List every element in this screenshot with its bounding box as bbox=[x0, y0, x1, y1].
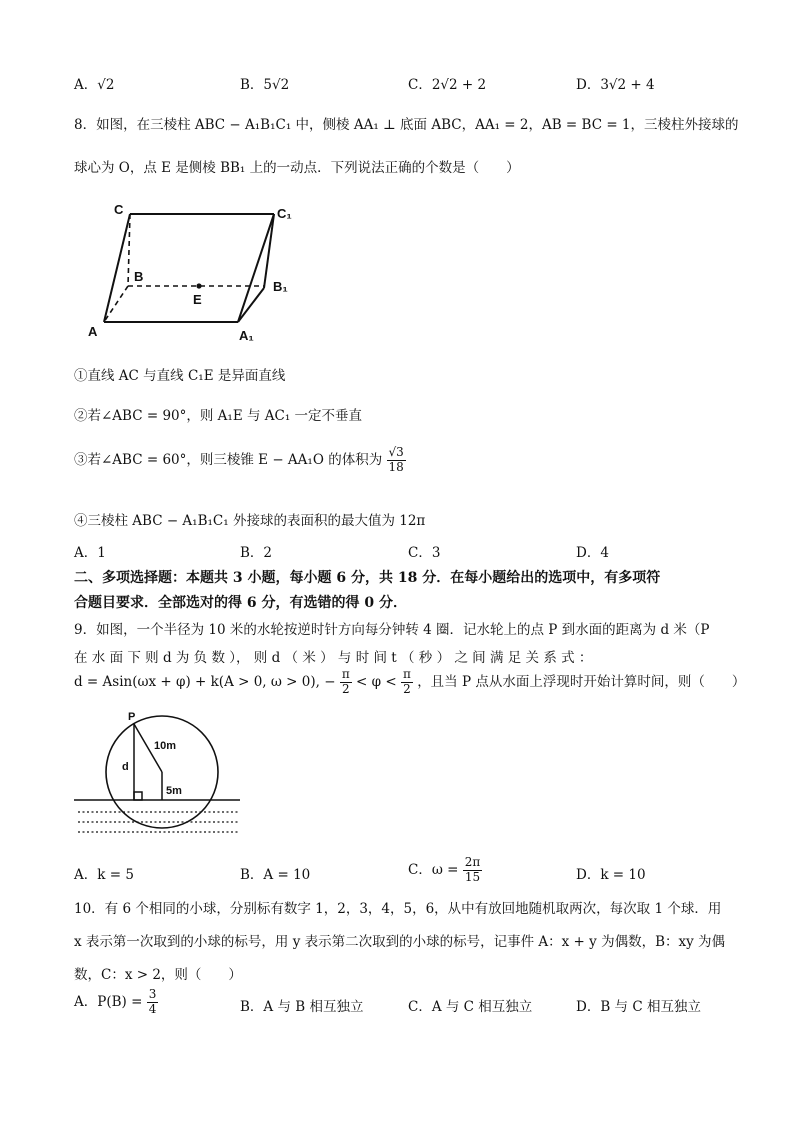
q9-option-c bbox=[408, 856, 482, 885]
q8-statement-3-fraction bbox=[387, 446, 406, 475]
q10-option-a bbox=[74, 988, 158, 1017]
q9-condition: ，且当 P 点从水面上浮现时开始计算时间，则（ ） bbox=[417, 673, 746, 690]
fraction-numerator: 2π bbox=[464, 855, 481, 869]
q7-option-c: C．2√2 + 2 bbox=[408, 77, 487, 93]
pi-over-2-fraction bbox=[340, 668, 352, 697]
q10-option-c: C．A 与 C 相互独立 bbox=[408, 999, 533, 1015]
q8-stem-line1: 8．如图，在三棱柱 ABC − A₁B₁C₁ 中，侧棱 AA₁ ⊥ 底面 ABC，AA₁ = 2，AB = BC = 1，三棱柱外接球的 bbox=[74, 117, 739, 133]
label-b1: B₁ bbox=[273, 279, 288, 294]
q8-statement-1: ①直线 AC 与直线 C₁E 是异面直线 bbox=[74, 368, 286, 384]
q8-statement-3-text: ③若∠ABC = 60°，则三棱锥 E − AA₁O 的体积为 bbox=[74, 451, 383, 468]
label-10m: 10m bbox=[154, 740, 177, 752]
label-5m: 5m bbox=[166, 785, 182, 797]
q8-statement-3 bbox=[74, 446, 406, 475]
label-p: P bbox=[128, 711, 136, 723]
q9-option-c-fraction bbox=[463, 856, 483, 885]
q9-stem-line2: 在 水 面 下 则 d 为 负 数 ）， 则 d （ 米 ） 与 时 间 t （ 秒 ） 之 间 满 足 关 系 式 ： bbox=[74, 650, 593, 666]
label-a1: A₁ bbox=[239, 328, 254, 343]
fraction-numerator: √3 bbox=[388, 445, 404, 459]
pi-over-2-fraction bbox=[401, 668, 413, 697]
point-e bbox=[196, 283, 201, 288]
right-angle-mark bbox=[134, 792, 142, 800]
q9-option-d: D．k = 10 bbox=[576, 867, 646, 883]
fraction-numerator: 3 bbox=[148, 987, 157, 1001]
q10-options bbox=[74, 988, 724, 1022]
edge-c1a1 bbox=[238, 214, 274, 322]
q8-statement-4: ④三棱柱 ABC − A₁B₁C₁ 外接球的表面积的最大值为 12π bbox=[74, 513, 426, 529]
q7-option-d: D．3√2 + 4 bbox=[576, 77, 655, 93]
label-c1: C₁ bbox=[277, 206, 292, 221]
q9-option-a: A．k = 5 bbox=[74, 867, 134, 883]
q9-stem-line3 bbox=[74, 668, 745, 697]
q9-options bbox=[74, 856, 724, 890]
q10-stem-line1: 10．有 6 个相同的小球，分别标有数字 1，2，3，4，5，6，从中有放回地随机取两次，每次取 1 个球．用 bbox=[74, 901, 722, 917]
fraction-denominator: 2 bbox=[403, 681, 411, 696]
q7-option-a: A．√2 bbox=[74, 77, 115, 93]
q8-option-c: C．3 bbox=[408, 545, 441, 561]
edge-ca bbox=[104, 214, 130, 322]
q10-stem-line2: x 表示第一次取到的小球的标号，用 y 表示第二次取到的小球的标号，记事件 A：x + y 为偶数，B：xy 为偶 bbox=[74, 934, 726, 950]
q8-option-a: A．1 bbox=[74, 545, 106, 561]
edge-b1a1 bbox=[238, 288, 264, 322]
q9-inequality: < φ < bbox=[356, 673, 397, 690]
fraction-denominator: 15 bbox=[464, 869, 481, 884]
label-c: C bbox=[114, 202, 124, 217]
fraction-denominator: 4 bbox=[148, 1001, 157, 1016]
q8-option-b: B．2 bbox=[240, 545, 273, 561]
q10-option-a-fraction bbox=[147, 988, 159, 1017]
fraction-numerator: π bbox=[403, 667, 411, 681]
q8-option-d: D．4 bbox=[576, 545, 609, 561]
water-wheel-figure bbox=[74, 708, 244, 848]
q9-formula: d = Asin(ωx + φ) + k(A > 0, ω > 0), − bbox=[74, 673, 336, 690]
q10-option-b: B．A 与 B 相互独立 bbox=[240, 999, 364, 1015]
prism-figure bbox=[84, 198, 304, 348]
q10-option-a-text: A．P(B) = bbox=[74, 993, 143, 1010]
edge-c1b1 bbox=[264, 214, 274, 288]
label-e: E bbox=[193, 292, 202, 307]
fraction-numerator: π bbox=[341, 667, 350, 681]
fraction-denominator: 18 bbox=[388, 459, 404, 474]
q9-option-b: B．A = 10 bbox=[240, 867, 311, 883]
label-b: B bbox=[134, 269, 144, 284]
q10-option-d: D．B 与 C 相互独立 bbox=[576, 999, 701, 1015]
label-a: A bbox=[88, 324, 98, 339]
label-d: d bbox=[122, 761, 129, 773]
q9-option-c-text: C．ω = bbox=[408, 861, 459, 878]
q8-stem-line2: 球心为 O，点 E 是侧棱 BB₁ 上的一动点．下列说法正确的个数是（ ） bbox=[74, 160, 520, 176]
q8-options bbox=[74, 541, 724, 563]
q7-options bbox=[74, 73, 724, 95]
q8-statement-2: ②若∠ABC = 90°，则 A₁E 与 AC₁ 一定不垂直 bbox=[74, 408, 363, 424]
fraction-denominator: 2 bbox=[341, 681, 350, 696]
q10-stem-line3: 数，C：x > 2，则（ ） bbox=[74, 967, 242, 983]
q7-option-b: B．5√2 bbox=[240, 77, 290, 93]
q9-stem-line1: 9．如图，一个半径为 10 米的水轮按逆时针方向每分钟转 4 圈．记水轮上的点 P 到水面的距离为 d 米（P bbox=[74, 622, 710, 638]
section2-heading-line2: 合题目要求．全部选对的得 6 分，有选错的得 0 分． bbox=[74, 595, 407, 611]
section2-heading-line1: 二、多项选择题：本题共 3 小题，每小题 6 分，共 18 分．在每小题给出的选项中，有多项符 bbox=[74, 570, 661, 586]
